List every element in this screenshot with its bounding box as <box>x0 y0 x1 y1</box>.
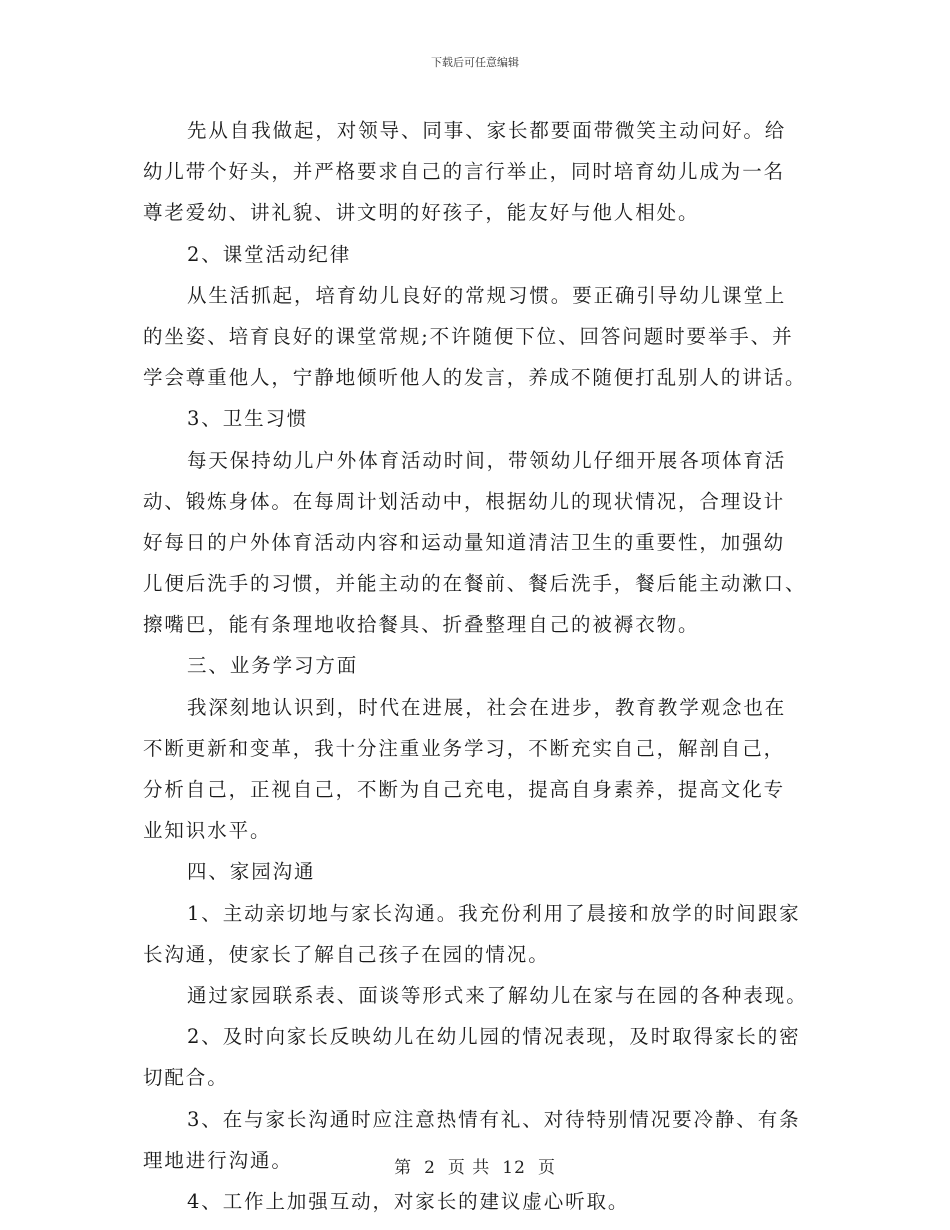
footer-middle: 页 共 <box>447 1158 491 1178</box>
text-line: 儿便后洗手的习惯，并能主动的在餐前、餐后洗手，餐后能主动漱口、 <box>143 572 807 596</box>
text-line: 4、工作上加强互动，对家长的建议虚心听取。 <box>187 1189 630 1213</box>
footer-current-page: 2 <box>424 1158 436 1178</box>
footer-suffix: 页 <box>537 1158 556 1178</box>
text-line: 幼儿带个好头，并严格要求自己的言行举止，同时培育幼儿成为一名 <box>143 160 786 184</box>
text-line: 先从自我做起，对领导、同事、家长都要面带微笑主动问好。给 <box>187 119 787 142</box>
text-line: 从生活抓起，培育幼儿良好的常规习惯。要正确引导幼儿课堂上 <box>187 283 787 307</box>
text-line: 3、卫生习惯 <box>187 407 309 431</box>
text-line: 业知识水平。 <box>143 819 272 843</box>
text-line: 好每日的户外体育活动内容和运动量知道清洁卫生的重要性，加强幼 <box>143 530 786 554</box>
text-line: 3、在与家长沟通时应注意热情有礼、对待特别情况要冷静、有条 <box>187 1107 801 1131</box>
text-line: 理地进行沟通。 <box>143 1148 293 1172</box>
text-line: 学会尊重他人，宁静地倾听他人的发言，养成不随便打乱别人的讲话。 <box>143 366 807 390</box>
page-header: 下载后可任意编辑 <box>431 56 519 69</box>
page-footer <box>0 1153 950 1178</box>
text-line: 切配合。 <box>143 1066 229 1090</box>
text-line: 每天保持幼儿户外体育活动时间，带领幼儿仔细开展各项体育活 <box>187 448 787 472</box>
text-line: 分析自己，正视自己，不断为自己充电，提高自身素养，提高文化专 <box>143 778 786 801</box>
text-line: 通过家园联系表、面谈等形式来了解幼儿在家与在园的各种表现。 <box>187 983 808 1007</box>
footer-total-pages: 12 <box>502 1158 526 1178</box>
text-line: 擦嘴巴，能有条理地收拾餐具、折叠整理自己的被褥衣物。 <box>143 613 700 637</box>
text-line: 动、锻炼身体。在每周计划活动中，根据幼儿的现状情况，合理设计 <box>143 489 786 513</box>
document-body <box>143 110 813 1222</box>
text-line: 尊老爱幼、讲礼貌、讲文明的好孩子，能友好与他人相处。 <box>143 201 700 225</box>
text-line: 长沟通，使家长了解自己孩子在园的情况。 <box>143 942 550 966</box>
footer-prefix: 第 <box>394 1158 413 1178</box>
text-line: 1、主动亲切地与家长沟通。我充份利用了晨接和放学的时间跟家 <box>187 901 801 925</box>
text-line: 三、业务学习方面 <box>187 654 359 678</box>
text-line: 四、家园沟通 <box>187 860 316 884</box>
text-line: 2、及时向家长反映幼儿在幼儿园的情况表现，及时取得家长的密 <box>187 1025 801 1049</box>
text-line: 不断更新和变革，我十分注重业务学习，不断充实自己，解剖自己， <box>143 736 786 760</box>
text-line: 我深刻地认识到，时代在进展，社会在进步，教育教学观念也在 <box>187 695 787 719</box>
text-line: 2、课堂活动纪律 <box>187 242 352 266</box>
text-line: 的坐姿、培育良好的课堂常规;不许随便下位、回答问题时要举手、并 <box>143 324 794 348</box>
